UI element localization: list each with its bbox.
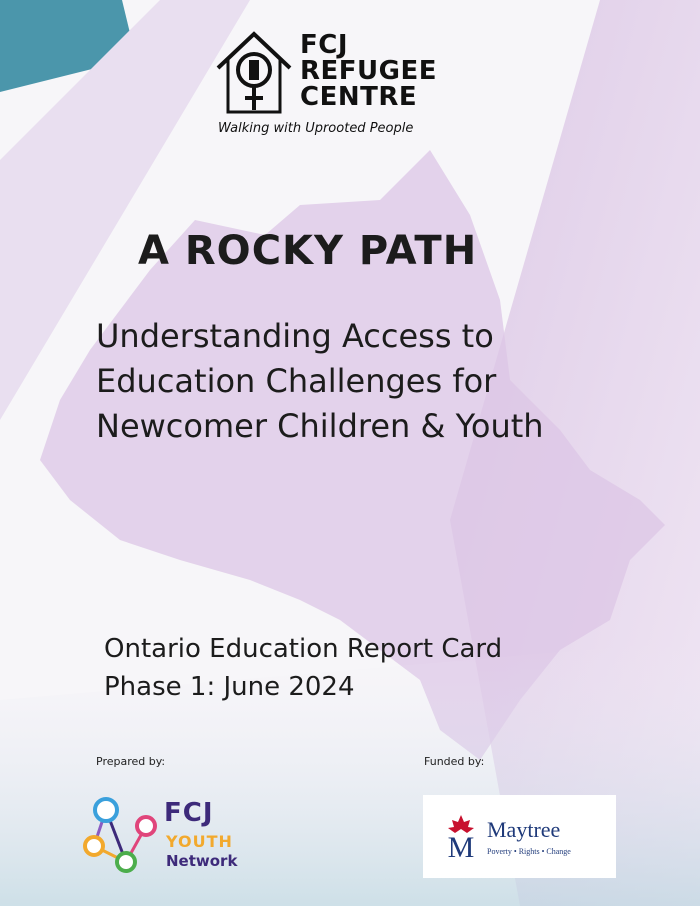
house-icon	[214, 30, 294, 114]
report-phase: Phase 1: June 2024	[104, 672, 355, 702]
report-name: Ontario Education Report Card	[104, 634, 503, 664]
funded-by-label: Funded by:	[424, 755, 485, 768]
svg-text:M: M	[447, 831, 475, 859]
org-name	[300, 32, 437, 110]
org-tagline: Walking with Uprooted People	[218, 121, 414, 136]
fcj-youth-network-logo	[80, 790, 270, 880]
fcj-refugee-centre-logo	[214, 30, 444, 140]
subtitle-line: Understanding Access to	[96, 317, 494, 355]
maple-leaf-m-icon	[441, 815, 481, 859]
youth-logo-network: Network	[166, 852, 238, 870]
subtitle-line: Education Challenges for	[96, 362, 497, 400]
maytree-logo	[423, 795, 616, 878]
prepared-by-label: Prepared by:	[96, 755, 166, 768]
report-subtitle	[96, 314, 544, 449]
maytree-name: Maytree	[487, 817, 561, 842]
org-name-line: REFUGEE	[300, 56, 438, 86]
network-nodes-icon	[80, 790, 160, 874]
org-name-line: FCJ	[300, 30, 349, 60]
report-title: A ROCKY PATH	[138, 228, 478, 274]
report-info	[104, 630, 502, 706]
youth-logo-fcj: FCJ	[164, 798, 214, 828]
subtitle-line: Newcomer Children & Youth	[96, 407, 544, 445]
maytree-slogan: Poverty • Rights • Change	[487, 847, 571, 856]
youth-logo-youth: YOUTH	[166, 832, 233, 851]
org-name-line: CENTRE	[300, 82, 418, 112]
